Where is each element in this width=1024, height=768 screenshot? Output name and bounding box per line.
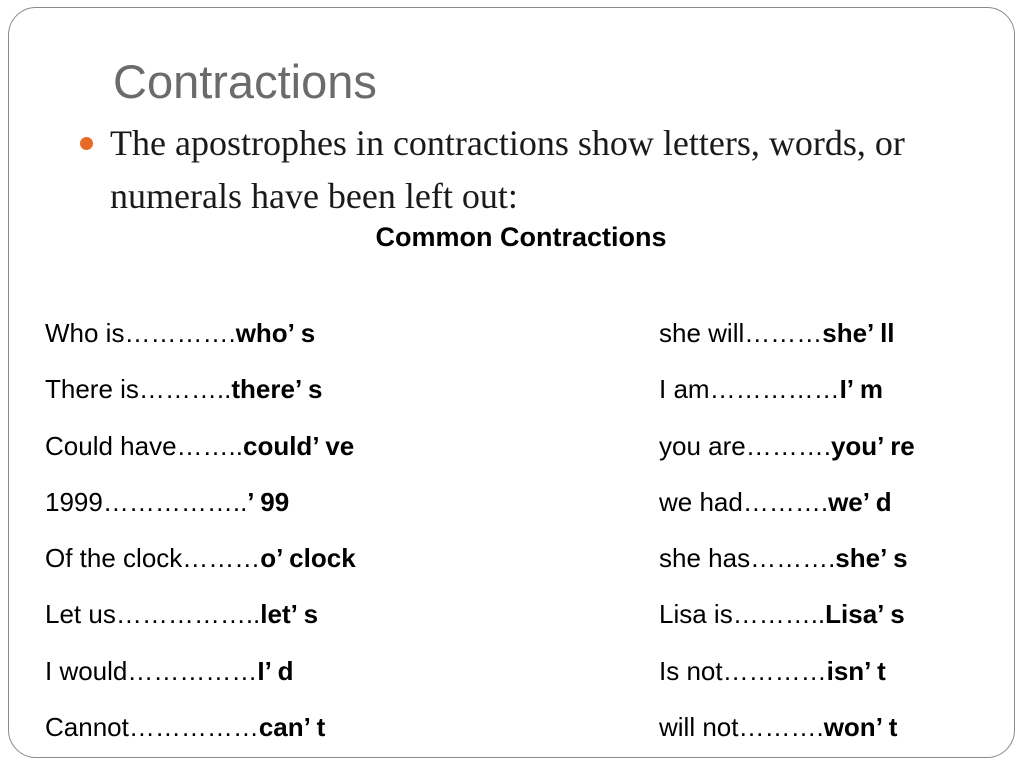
contraction-text: she’ s xyxy=(835,543,908,574)
phrase-text: Could have…….. xyxy=(45,430,243,461)
contraction-text: let’ s xyxy=(260,599,319,630)
phrase-text: I am…………… xyxy=(659,374,840,405)
contraction-text: isn’ t xyxy=(826,655,886,686)
bullet-dot-icon xyxy=(80,137,93,150)
phrase-text: Let us…………….. xyxy=(45,599,261,630)
contraction-row xyxy=(45,705,356,761)
phrase-text: Is not………… xyxy=(659,655,827,686)
phrase-text: Of the clock……… xyxy=(45,543,261,574)
contraction-row xyxy=(45,536,356,592)
contraction-row xyxy=(659,536,915,592)
contraction-text: I’ m xyxy=(839,374,883,405)
contraction-row xyxy=(659,705,915,761)
contraction-row xyxy=(659,367,915,423)
contraction-text: Lisa’ s xyxy=(825,599,905,630)
bullet-text: The apostrophes in contractions show letters, words, or numerals have been left out: xyxy=(110,123,905,216)
contraction-text: ’ 99 xyxy=(247,486,290,517)
contraction-row xyxy=(659,480,915,536)
contraction-row xyxy=(45,311,356,367)
phrase-text: will not………. xyxy=(659,712,824,743)
phrase-text: she has………. xyxy=(659,543,836,574)
contraction-row xyxy=(45,649,356,705)
contraction-row xyxy=(45,367,356,423)
contraction-text: I’ d xyxy=(257,655,294,686)
contraction-text: who’ s xyxy=(235,318,316,348)
contraction-row xyxy=(659,424,915,480)
phrase-text: I would…………… xyxy=(45,655,258,686)
contraction-text: can’ t xyxy=(258,712,326,743)
phrase-text: she will……… xyxy=(659,318,823,348)
phrase-text: Cannot…………… xyxy=(45,712,259,743)
contraction-text: she’ ll xyxy=(822,318,895,348)
contraction-row xyxy=(45,592,356,648)
contraction-row xyxy=(659,311,915,367)
right-column xyxy=(659,311,915,761)
contraction-text: there’ s xyxy=(231,374,323,405)
slide-title: Contractions xyxy=(113,55,377,108)
contraction-text: you’ re xyxy=(830,430,915,461)
phrase-text: 1999…………….. xyxy=(45,486,248,517)
contraction-row xyxy=(45,480,356,536)
phrase-text: Lisa is……….. xyxy=(659,599,826,630)
contraction-row xyxy=(45,424,356,480)
phrase-text: we had………. xyxy=(659,486,829,517)
phrase-text: There is……….. xyxy=(45,374,232,405)
contraction-row xyxy=(659,592,915,648)
phrase-text: you are………. xyxy=(659,430,831,461)
table-heading: Common Contractions xyxy=(375,222,667,252)
contraction-text: could’ ve xyxy=(242,430,355,461)
contraction-text: we’ d xyxy=(828,486,892,517)
contraction-text: o’ clock xyxy=(260,543,356,574)
contraction-row xyxy=(659,649,915,705)
phrase-text: Who is…………. xyxy=(45,318,236,348)
contraction-text: won’ t xyxy=(823,712,898,743)
left-column xyxy=(45,311,356,761)
